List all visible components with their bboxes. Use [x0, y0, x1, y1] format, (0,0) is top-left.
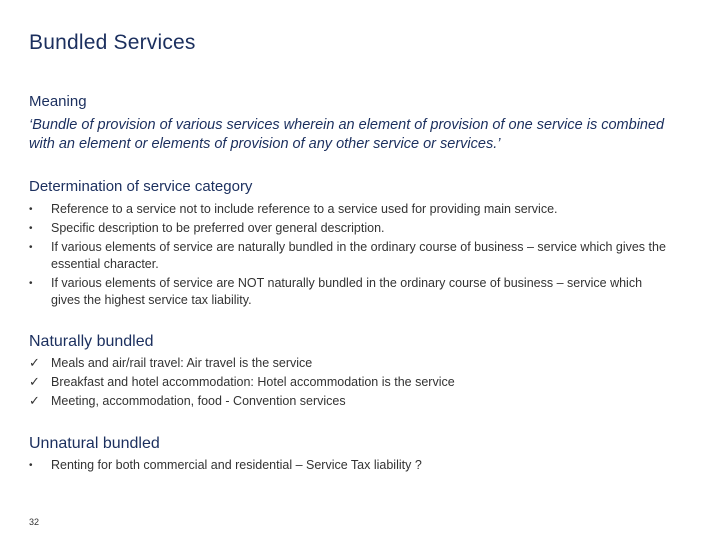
determination-list [29, 201, 669, 311]
bullet-icon: • [29, 223, 33, 234]
meaning-quote: ‘Bundle of provision of various services wherein an element of provision of one service is combined with an element or elements of provision of any other service or services.’ [29, 117, 665, 152]
list-item-text: If various elements of service are naturally bundled in the ordinary course of business – service which gives the essential character. [51, 240, 666, 271]
checkmark-icon: ✓ [29, 393, 40, 408]
naturally-bundled-list [29, 355, 669, 412]
bullet-icon: • [29, 242, 33, 253]
list-item [29, 393, 669, 410]
bullet-icon: • [29, 460, 33, 471]
list-item [29, 457, 669, 474]
slide-title: Bundled Services [29, 31, 196, 54]
bullet-icon: • [29, 278, 33, 289]
list-item [29, 201, 669, 218]
naturally-bundled-heading: Naturally bundled [29, 333, 154, 350]
checkmark-icon: ✓ [29, 374, 40, 389]
list-item-text: If various elements of service are NOT naturally bundled in the ordinary course of business – service which gives the highest service tax liability. [51, 276, 643, 307]
list-item [29, 220, 669, 237]
list-item-text: Renting for both commercial and residential – Service Tax liability ? [51, 458, 422, 472]
list-item-text: Breakfast and hotel accommodation: Hotel accommodation is the service [51, 375, 455, 389]
list-item [29, 355, 669, 372]
list-item-text: Reference to a service not to include reference to a service used for providing main service. [51, 202, 558, 216]
determination-heading: Determination of service category [29, 178, 253, 195]
list-item [29, 275, 669, 309]
list-item-text: Meals and air/rail travel: Air travel is the service [51, 356, 313, 370]
list-item [29, 239, 669, 273]
checkmark-icon: ✓ [29, 355, 40, 370]
unnatural-bundled-heading: Unnatural bundled [29, 435, 160, 452]
unnatural-bundled-list [29, 457, 669, 476]
list-item [29, 374, 669, 391]
meaning-heading: Meaning [29, 93, 87, 110]
list-item-text: Meeting, accommodation, food - Convention services [51, 394, 346, 408]
list-item-text: Specific description to be preferred over general description. [51, 221, 385, 235]
page-number: 32 [29, 517, 40, 527]
bullet-icon: • [29, 204, 33, 215]
